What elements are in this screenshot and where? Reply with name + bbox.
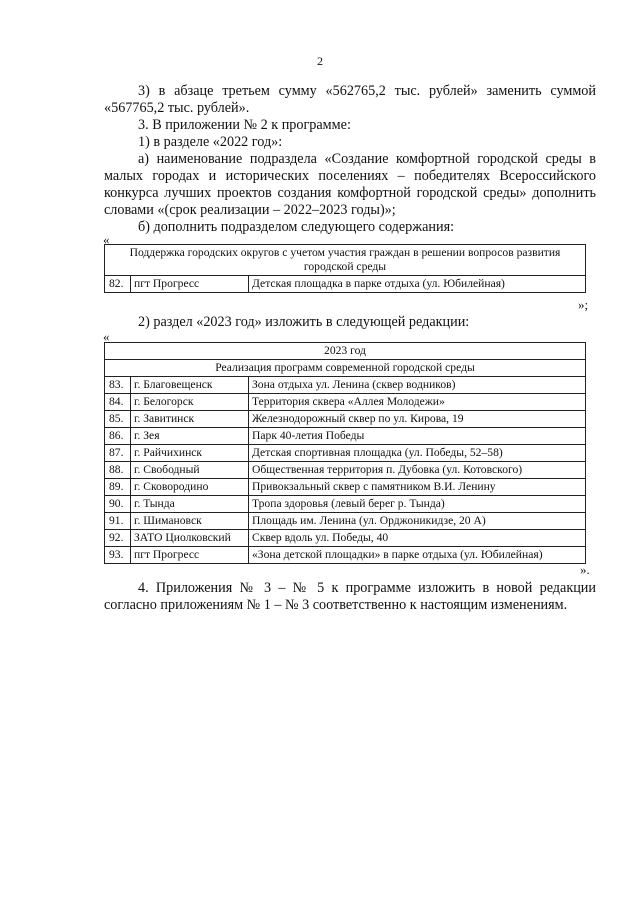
row-city: пгт Прогресс xyxy=(131,547,249,564)
row-number: 84. xyxy=(105,394,131,411)
table-2023 xyxy=(104,342,586,564)
opening-quote-1: « xyxy=(103,232,110,247)
item-a-line-1: а) наименование подраздела «Создание комфортной городской среды в xyxy=(138,151,596,167)
row-city: ЗАТО Циолковский xyxy=(131,530,249,547)
table-row xyxy=(105,513,586,530)
page-number: 2 xyxy=(317,54,323,68)
table-row xyxy=(105,394,586,411)
paragraph-3-line-2: «567765,2 тыс. рублей». xyxy=(104,100,250,116)
row-object: Зона отдыха ул. Ленина (сквер водников) xyxy=(249,377,586,394)
table-row xyxy=(105,479,586,496)
row-object: Общественная территория п. Дубовка (ул. Котовского) xyxy=(249,462,586,479)
row-object: Детская спортивная площадка (ул. Победы, 52–58) xyxy=(249,445,586,462)
table2-subheader: Реализация программ современной городской среды xyxy=(105,360,586,377)
section-4-line-2: согласно приложениям № 1 – № 3 соответственно к настоящим изменениям. xyxy=(104,597,568,613)
item-a-line-4: словами «(срок реализации – 2022–2023 годы)»; xyxy=(104,202,396,218)
row-object: Железнодорожный сквер по ул. Кирова, 19 xyxy=(249,411,586,428)
row-city: г. Шимановск xyxy=(131,513,249,530)
row-city: г. Завитинск xyxy=(131,411,249,428)
row-number: 83. xyxy=(105,377,131,394)
item-a-line-3: конкурса лучших проектов создания комфортной городской среды» дополнить xyxy=(104,185,596,201)
table-row xyxy=(105,462,586,479)
row-number: 93. xyxy=(105,547,131,564)
row-number: 90. xyxy=(105,496,131,513)
table-row xyxy=(105,496,586,513)
row-object: Сквер вдоль ул. Победы, 40 xyxy=(249,530,586,547)
table-row xyxy=(105,530,586,547)
row-number: 88. xyxy=(105,462,131,479)
closing-quote-1: »; xyxy=(578,297,589,312)
table-2022-addition xyxy=(104,244,586,293)
section-3-heading: 3. В приложении № 2 к программе: xyxy=(138,117,351,133)
row-city: г. Сковородино xyxy=(131,479,249,496)
table-row xyxy=(105,276,586,293)
row-city: пгт Прогресс xyxy=(131,276,249,293)
opening-quote-2: « xyxy=(103,329,110,344)
row-object: Площадь им. Ленина (ул. Орджоникидзе, 20 А) xyxy=(249,513,586,530)
table-row xyxy=(105,445,586,462)
row-number: 86. xyxy=(105,428,131,445)
row-object: «Зона детской площадки» в парке отдыха (ул. Юбилейная) xyxy=(249,547,586,564)
paragraph-3-line-1: 3) в абзаце третьем сумму «562765,2 тыс. рублей» заменить суммой xyxy=(138,83,596,99)
subsection-1-heading: 1) в разделе «2022 год»: xyxy=(138,134,283,150)
item-a-line-2: малых городах и исторических поселениях – победителях Всероссийского xyxy=(104,168,596,184)
row-city: г. Белогорск xyxy=(131,394,249,411)
section-4-line-1: 4. Приложения № 3 – № 5 к программе изложить в новой редакции xyxy=(138,580,596,596)
subsection-2-heading: 2) раздел «2023 год» изложить в следующей редакции: xyxy=(138,314,470,330)
table-row xyxy=(105,377,586,394)
table-row xyxy=(105,547,586,564)
row-object: Детская площадка в парке отдыха (ул. Юбилейная) xyxy=(249,276,586,293)
table-row xyxy=(105,428,586,445)
closing-quote-2: ». xyxy=(580,562,590,577)
row-object: Парк 40-летия Победы xyxy=(249,428,586,445)
row-object: Территория сквера «Аллея Молодежи» xyxy=(249,394,586,411)
row-object: Привокзальный сквер с памятником В.И. Ленину xyxy=(249,479,586,496)
row-number: 85. xyxy=(105,411,131,428)
row-object: Тропа здоровья (левый берег р. Тында) xyxy=(249,496,586,513)
row-city: г. Благовещенск xyxy=(131,377,249,394)
table1-header: Поддержка городских округов с учетом участия граждан в решении вопросов развития городской среды xyxy=(105,245,586,276)
row-number: 82. xyxy=(105,276,131,293)
row-number: 89. xyxy=(105,479,131,496)
row-city: г. Зея xyxy=(131,428,249,445)
row-city: г. Тында xyxy=(131,496,249,513)
row-number: 87. xyxy=(105,445,131,462)
row-city: г. Свободный xyxy=(131,462,249,479)
row-number: 91. xyxy=(105,513,131,530)
row-city: г. Райчихинск xyxy=(131,445,249,462)
row-number: 92. xyxy=(105,530,131,547)
item-b-line: б) дополнить подразделом следующего содержания: xyxy=(138,219,455,235)
table2-year-header: 2023 год xyxy=(105,343,586,360)
table-row xyxy=(105,411,586,428)
